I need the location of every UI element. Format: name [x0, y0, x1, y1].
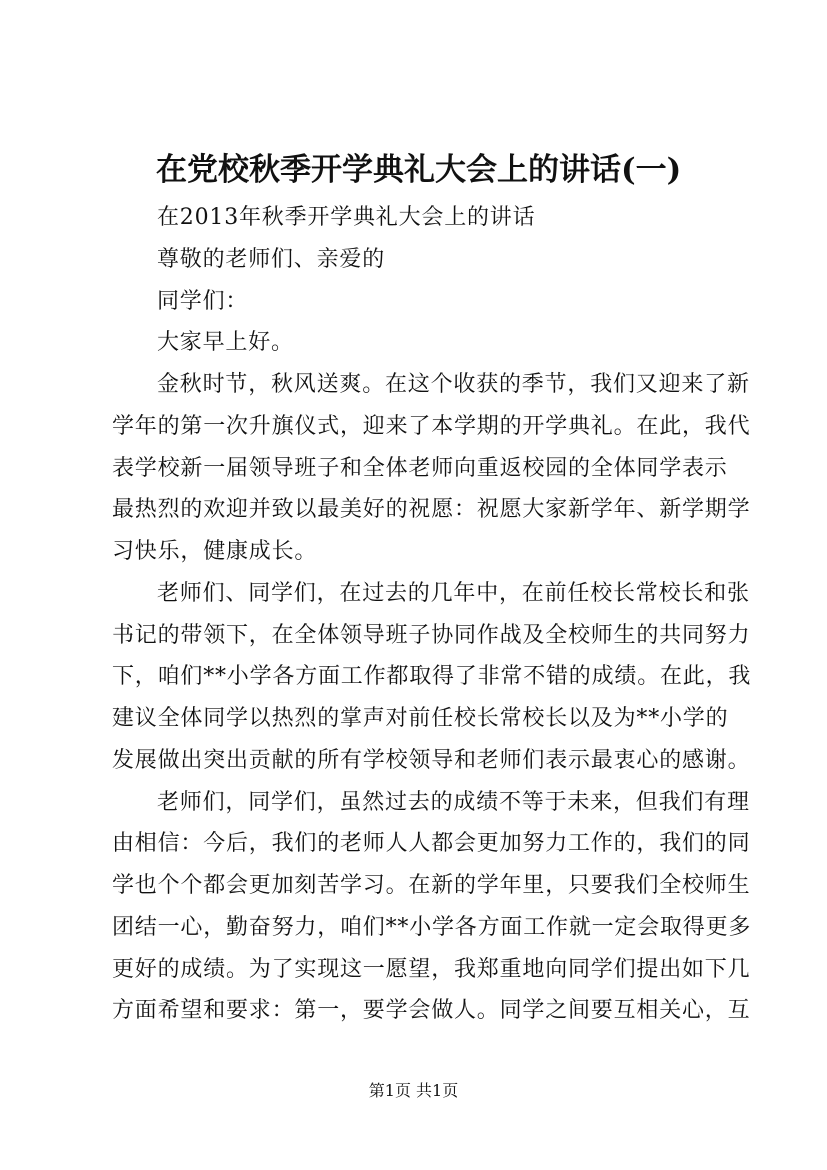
paragraph-line: 发展做出突出贡献的所有学校领导和老师们表示最衷心的感谢。 — [112, 748, 751, 773]
greeting-line: 大家早上好。 — [157, 330, 294, 355]
page-footer: 第1页 共1页 — [368, 1081, 459, 1100]
paragraph-line: 表学校新一届领导班子和全体老师向重返校园的全体同学表示 — [112, 456, 728, 481]
paragraph-line: 由相信：今后，我们的老师人人都会更加努力工作的，我们的同 — [112, 831, 751, 856]
subtitle-line: 在2013年秋季开学典礼大会上的讲话 — [157, 205, 536, 230]
paragraph-line: 书记的带领下，在全体领导班子协同作战及全校师生的共同努力 — [112, 623, 751, 648]
paragraph-line: 学年的第一次升旗仪式，迎来了本学期的开学典礼。在此，我代 — [112, 414, 751, 439]
paragraph-line: 更好的成绩。为了实现这一愿望，我郑重地向同学们提出如下几 — [112, 957, 751, 982]
paragraph-line: 金秋时节，秋风送爽。在这个收获的季节，我们又迎来了新 — [157, 372, 750, 397]
paragraph-line: 老师们、同学们，在过去的几年中，在前任校长常校长和张 — [157, 581, 750, 606]
paragraph-line: 习快乐，健康成长。 — [112, 539, 318, 564]
paragraph-line: 最热烈的欢迎并致以最美好的祝愿：祝愿大家新学年、新学期学 — [112, 497, 751, 522]
document-title: 在党校秋季开学典礼大会上的讲话(一) — [156, 152, 682, 188]
salutation-line: 同学们： — [157, 289, 249, 314]
paragraph-line: 老师们，同学们，虽然过去的成绩不等于未来，但我们有理 — [157, 790, 750, 815]
paragraph-line: 学也个个都会更加刻苦学习。在新的学年里，只要我们全校师生 — [112, 873, 751, 898]
salutation-line: 尊敬的老师们、亲爱的 — [157, 247, 386, 272]
paragraph-line: 下，咱们**小学各方面工作都取得了非常不错的成绩。在此，我 — [112, 664, 752, 689]
paragraph-line: 方面希望和要求：第一，要学会做人。同学之间要互相关心，互 — [112, 998, 751, 1023]
paragraph-line: 团结一心，勤奋努力，咱们**小学各方面工作就一定会取得更多 — [112, 915, 752, 940]
paragraph-line: 建议全体同学以热烈的掌声对前任校长常校长以及为**小学的 — [112, 706, 729, 731]
